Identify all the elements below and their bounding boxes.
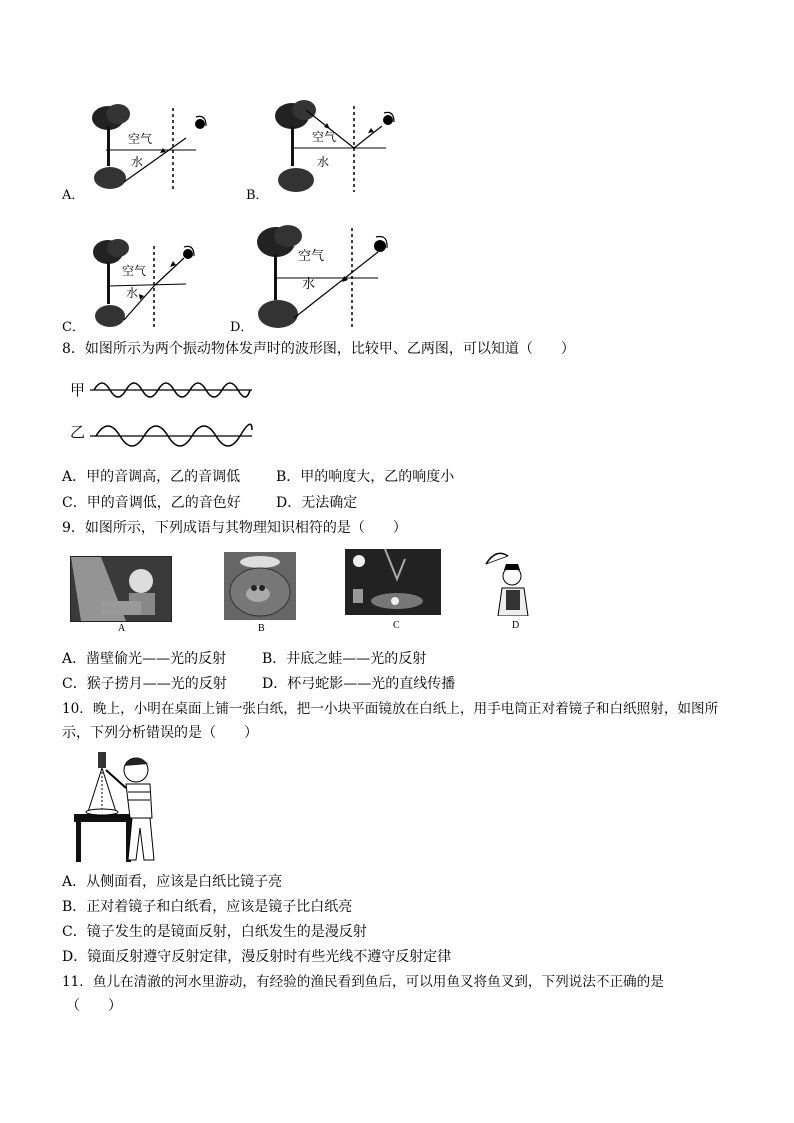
eye-icon: [195, 116, 206, 129]
eye-icon: [383, 112, 394, 125]
q7-figure-c: [88, 236, 200, 332]
q9-picture-b: [224, 552, 296, 620]
water-label: 水: [302, 277, 316, 292]
tree-icon: [257, 225, 302, 328]
air-label: 空气: [312, 130, 337, 144]
q10-option-b[interactable]: B．正对着镜子和白纸看，应该是镜子比白纸亮: [62, 899, 353, 915]
eye-icon: [183, 246, 194, 259]
q9-option-d[interactable]: D．杯弓蛇影——光的直线传播: [262, 676, 456, 692]
q7-figure-d: [252, 222, 394, 332]
air-label: 空气: [298, 249, 325, 264]
q10-stem-line1: 10．晚上，小明在桌面上铺一张白纸，把一小块平面镜放在白纸上，用手电筒正对着镜子和白纸照射，如图所: [62, 701, 719, 717]
q9-picture-b-label: B: [258, 623, 265, 634]
eye-icon: [374, 236, 387, 252]
q8-stem: 8．如图所示为两个振动物体发声时的波形图，比较甲、乙两图，可以知道（ ）: [62, 341, 575, 357]
q7-figure-a: [86, 100, 226, 192]
q9-option-c[interactable]: C．猴子捞月——光的反射: [62, 676, 227, 692]
air-label: 空气: [128, 132, 153, 146]
q7-option-c-label[interactable]: C．: [62, 320, 85, 335]
q7-figure-a-svg: [86, 100, 226, 192]
water-label: 水: [126, 286, 139, 300]
q7-figure-b: [270, 98, 410, 194]
q9-option-a[interactable]: A．凿壁偷光——光的反射: [62, 651, 227, 667]
tree-icon: [93, 239, 129, 327]
q9-stem: 9．如图所示，下列成语与其物理知识相符的是（ ）: [62, 520, 407, 536]
q10-option-d[interactable]: D．镜面反射遵守反射定律，漫反射时有些光线不遵守反射定律: [62, 949, 452, 965]
q10-option-a[interactable]: A．从侧面看，应该是白纸比镜子亮: [62, 874, 283, 890]
q7-option-a-label[interactable]: A．: [62, 188, 85, 203]
q7-figure-b-svg: [270, 98, 410, 194]
tree-icon: [92, 104, 130, 189]
q9-picture-c: [345, 549, 441, 615]
q9-picture-a-label: A: [118, 623, 126, 634]
waveform-yi: [96, 424, 252, 446]
q9-picture-d: [482, 548, 538, 616]
q7-option-d-label[interactable]: D．: [230, 320, 254, 335]
q10-option-c[interactable]: C．镜子发生的是镜面反射，白纸发生的是漫反射: [62, 924, 367, 940]
q8-option-b[interactable]: B．甲的响度大，乙的响度小: [276, 469, 455, 485]
air-label: 空气: [122, 264, 147, 278]
q8-option-d[interactable]: D．无法确定: [276, 495, 358, 511]
water-label: 水: [317, 155, 330, 169]
q10-stem-line2: 示，下列分析错误的是（ ）: [62, 725, 258, 741]
q9-option-b[interactable]: B．井底之蛙——光的反射: [262, 651, 427, 667]
q11-stem-line2: （ ）: [66, 998, 122, 1014]
q9-picture-c-label: C: [393, 620, 400, 631]
water-label: 水: [131, 155, 144, 169]
q9-picture-d-label: D: [512, 620, 520, 631]
q7-figure-c-svg: [88, 236, 200, 332]
q10-figure-boy-flashlight: [70, 748, 170, 864]
wave-label-jia: 甲: [70, 381, 86, 399]
wave-label-yi: 乙: [70, 423, 86, 441]
q7-figure-d-svg: [252, 222, 394, 332]
q11-stem-line1: 11．鱼儿在清澈的河水里游动，有经验的渔民看到鱼后，可以用鱼叉将鱼叉到，下列说法不正确的是: [62, 974, 664, 990]
waveform-figure: [88, 372, 254, 454]
q8-option-c[interactable]: C．甲的音调低，乙的音色好: [62, 495, 241, 511]
q7-option-b-label[interactable]: B．: [246, 188, 269, 203]
q8-option-a[interactable]: A．甲的音调高，乙的音调低: [62, 469, 241, 485]
q9-picture-a: [70, 556, 172, 622]
